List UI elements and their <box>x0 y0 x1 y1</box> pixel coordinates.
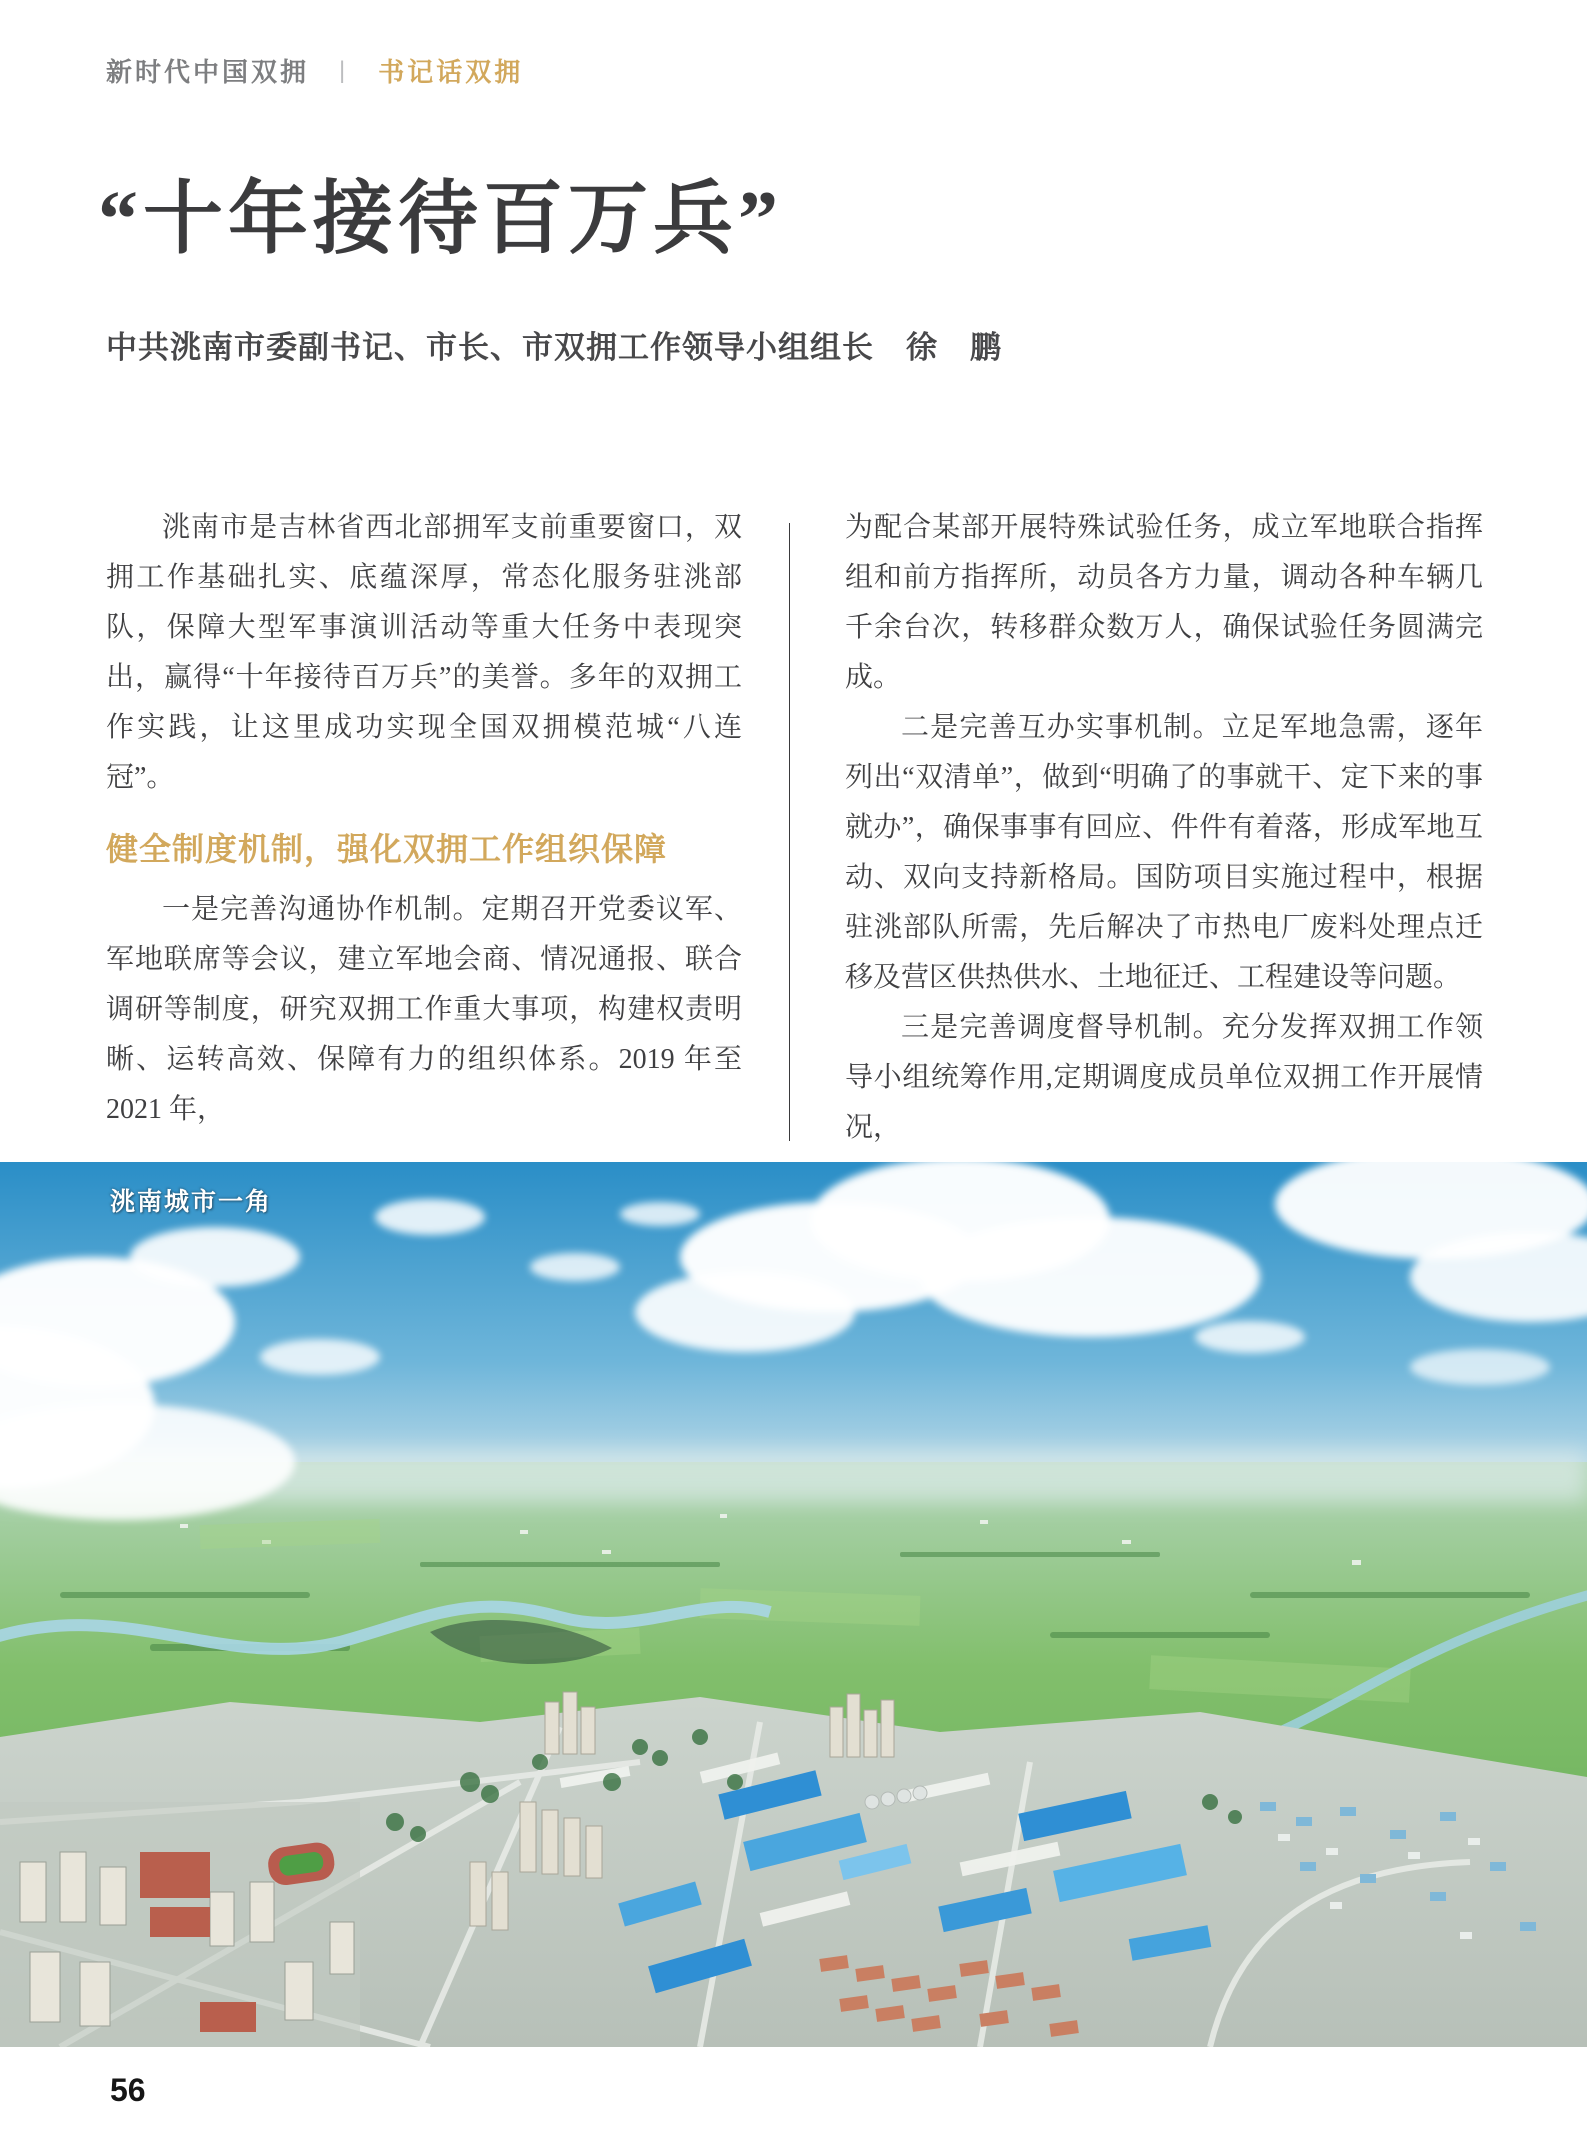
body-paragraph: 二是完善互办实事机制。立足军地急需，逐年列出“双清单”，做到“明确了的事就干、定下来的事就办”，确保事事有回应、件件有着落，形成军地互动、双向支持新格局。国防项目实施过程中，根据驻洮部队所需，先后解决了市热电厂废料处理点迁移及营区供热供水、土地征迁、工程建设等问题。 <box>845 712 1483 993</box>
left-column <box>106 503 742 1153</box>
page-number: 56 <box>110 2072 146 2108</box>
city-aerial-photo-art <box>0 1162 1587 2047</box>
city-aerial-photo <box>0 1162 1587 2047</box>
section-heading: 健全制度机制，强化双拥工作组织保障 <box>106 831 668 867</box>
body-paragraph: 为配合某部开展特殊试验任务，成立军地联合指挥组和前方指挥所，动员各方力量，调动各种车辆几千余台次，转移群众数万人，确保试验任务圆满完成。 <box>845 512 1483 693</box>
column-divider-rule <box>789 523 790 1141</box>
page-header <box>106 52 523 89</box>
article-byline: 中共洮南市委副书记、市长、市双拥工作领导小组组长 徐 鹏 <box>106 330 1002 365</box>
right-column <box>845 503 1483 1153</box>
article-body <box>106 503 1484 1153</box>
photo-caption: 洮南城市一角 <box>110 1188 273 1216</box>
body-paragraph: 三是完善调度督导机制。充分发挥双拥工作领导小组统筹作用,定期调度成员单位双拥工作开展情况， <box>845 1012 1483 1143</box>
header-section-label: 新时代中国双拥 <box>106 57 310 87</box>
body-paragraph: 洮南市是吉林省西北部拥军支前重要窗口，双拥工作基础扎实、底蕴深厚，常态化服务驻洮部队，保障大型军事演训活动等重大任务中表现突出，赢得“十年接待百万兵”的美誉。多年的双拥工作实践，让这里成功实现全国双拥模范城“八连冠”。 <box>106 512 742 793</box>
article-title: “十年接待百万兵” <box>98 176 783 264</box>
header-subsection-label: 书记话双拥 <box>378 57 524 87</box>
header-divider: | <box>339 56 349 84</box>
body-paragraph: 一是完善沟通协作机制。定期召开党委议军、军地联席等会议，建立军地会商、情况通报、联合调研等制度，研究双拥工作重大事项，构建权责明晰、运转高效、保障有力的组织体系。2019 年至 2021 年， <box>106 894 742 1125</box>
